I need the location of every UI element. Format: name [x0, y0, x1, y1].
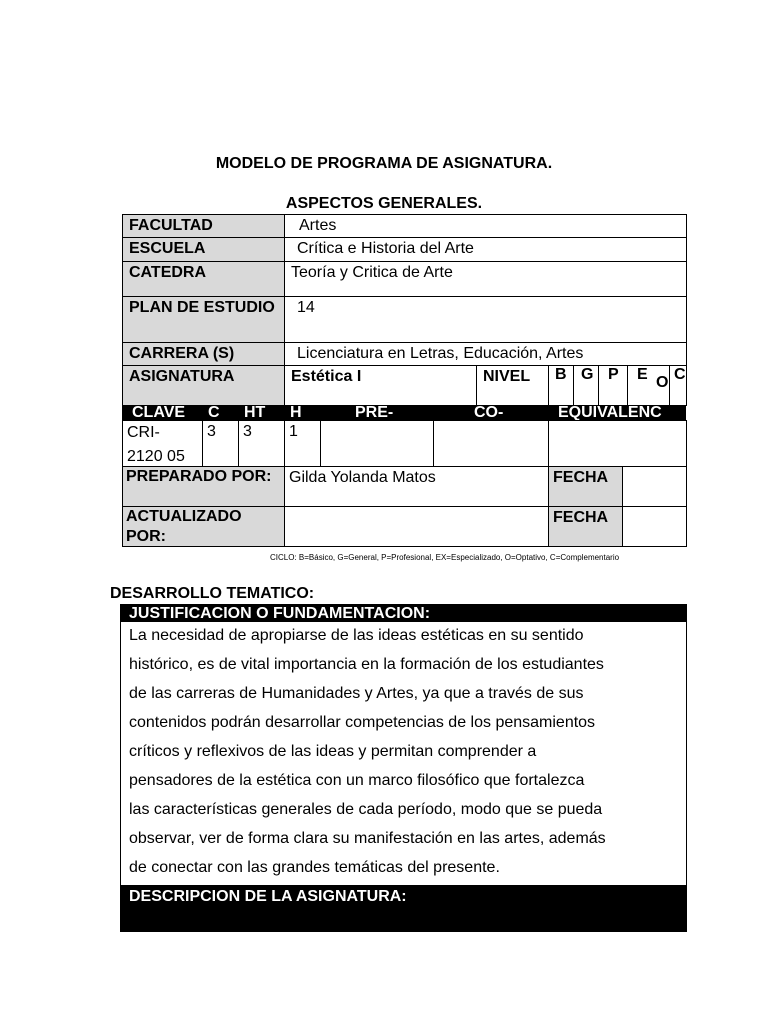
document-title: MODELO DE PROGRAMA DE ASIGNATURA. — [215, 155, 553, 172]
escuela-label: ESCUELA — [122, 237, 285, 262]
plan-estudio-label: PLAN DE ESTUDIO — [122, 296, 285, 343]
c-value: 3 — [202, 420, 239, 467]
carrera-label: CARRERA (S) — [122, 342, 285, 366]
clave-header: CLAVE — [132, 405, 186, 421]
escuela-value: Crítica e Historia del Arte — [284, 237, 687, 262]
justificacion-line: contenidos podrán desarrollar competencias de los pensamientos — [129, 714, 596, 731]
actualizado-fecha-value — [622, 506, 687, 547]
pre-header: PRE- — [355, 405, 394, 421]
justificacion-box — [120, 604, 687, 932]
cycle-letter-b: B — [555, 366, 567, 383]
preparado-fecha-value — [622, 466, 687, 507]
ht-value: 3 — [238, 420, 285, 467]
h-header: H — [290, 405, 302, 421]
ht-header: HT — [244, 405, 266, 421]
equivalencia-value — [548, 420, 687, 467]
asignatura-label: ASIGNATURA — [122, 365, 285, 406]
facultad-value: Artes — [284, 214, 687, 238]
cycle-legend-note: CICLO: B=Básico, G=General, P=Profesional, EX=Especializado, O=Optativo, C=Complementario — [270, 553, 620, 562]
co-header: CO- — [474, 405, 504, 421]
actualizado-fecha-label: FECHA — [548, 506, 623, 547]
h-value: 1 — [284, 420, 321, 467]
pre-value — [320, 420, 434, 467]
clave-value-cell — [122, 420, 203, 467]
clave-header-bar — [122, 405, 686, 421]
desarrollo-tematico-title: DESARROLLO TEMATICO: — [110, 585, 315, 602]
co-value — [433, 420, 549, 467]
clave-value-line2: 2120 05 — [127, 448, 185, 465]
carrera-value: Licenciatura en Letras, Educación, Artes — [284, 342, 687, 366]
cycle-letter-e: E — [637, 366, 648, 383]
nivel-label: NIVEL — [476, 365, 549, 406]
catedra-value: Teoría y Critica de Arte — [284, 261, 687, 297]
descripcion-title: DESCRIPCION DE LA ASIGNATURA: — [121, 885, 686, 931]
clave-value-line1: CRI- — [127, 424, 160, 441]
justificacion-line: observar, ver de forma clara su manifestación en las artes, además — [129, 830, 606, 847]
preparado-fecha-label: FECHA — [548, 466, 623, 507]
justificacion-line: de conectar con las grandes temáticas del presente. — [129, 859, 500, 876]
justificacion-text — [129, 621, 681, 882]
preparado-value: Gilda Yolanda Matos — [284, 466, 549, 507]
plan-estudio-value: 14 — [284, 296, 687, 343]
preparado-label: PREPARADO POR: — [122, 466, 285, 507]
justificacion-line: de las carreras de Humanidades y Artes, ya que a través de sus — [129, 685, 584, 702]
facultad-label: FACULTAD — [122, 214, 285, 238]
justificacion-line: pensadores de la estética con un marco filosófico que fortalezca — [129, 772, 585, 789]
cycle-letter-p: P — [608, 366, 619, 383]
justificacion-line: las características generales de cada período, modo que se pueda — [129, 801, 603, 818]
catedra-label: CATEDRA — [122, 261, 285, 297]
justificacion-line: histórico, es de vital importancia en la formación de los estudiantes — [129, 656, 604, 673]
c-header: C — [208, 405, 220, 421]
asignatura-value: Estética I — [284, 365, 477, 406]
cycle-letter-o: O — [656, 374, 669, 391]
actualizado-label: ACTUALIZADO POR: — [122, 506, 285, 547]
section-title-aspectos: ASPECTOS GENERALES. — [285, 195, 483, 212]
cycle-letter-c: C — [674, 366, 686, 383]
justificacion-line: La necesidad de apropiarse de las ideas estéticas en su sentido — [129, 627, 584, 644]
justificacion-title: JUSTIFICACION O FUNDAMENTACION: — [121, 605, 686, 622]
actualizado-value — [284, 506, 549, 547]
cycle-letter-g: G — [581, 366, 594, 383]
justificacion-line: críticos y reflexivos de las ideas y permitan comprender a — [129, 743, 537, 760]
equivalencia-header: EQUIVALENC — [558, 405, 662, 421]
